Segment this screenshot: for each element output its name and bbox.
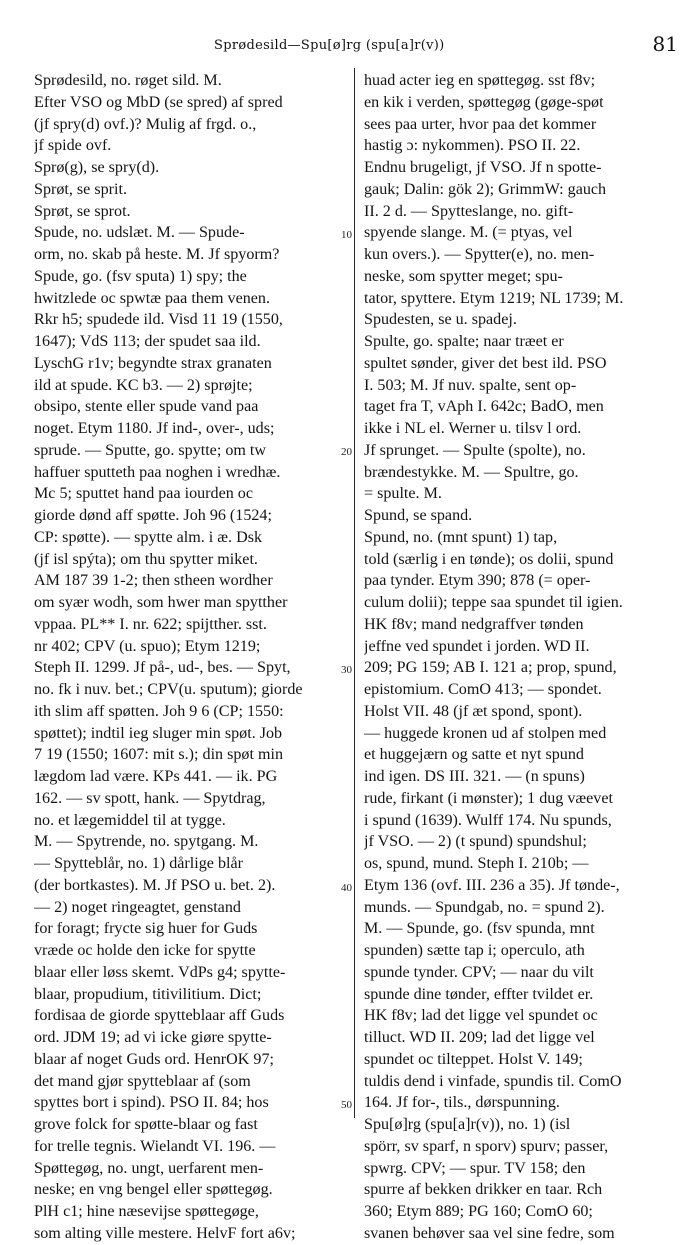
text-line: LyschG r1v; begyndte strax granaten (34, 354, 272, 372)
text-line: taget fra T, vAph I. 642c; BadO, men (364, 398, 604, 416)
text-line: noget. Etym 1180. Jf ind-, over-, uds; (34, 420, 275, 437)
text-line: 164. Jf for-, tils., dørspunning. (364, 1094, 560, 1112)
text-line: om syær wodh, som hwer man spytther (34, 594, 288, 611)
text-line: PlH c1; hine næsevijse spøttegøge, (34, 1203, 259, 1220)
text-line: en kik i verden, spøttegøg (gøge-spøt (364, 93, 604, 111)
text-line: et huggejærn og satte et nyt spund (364, 746, 584, 764)
text-line: tuldis dend i vinfade, spundis til. ComO (364, 1072, 622, 1090)
text-line: — huggede kronen ud af stolpen med (364, 724, 607, 742)
text-line: Spu[ø]rg (spu[a]r(v)), no. 1) (isl (364, 1116, 571, 1133)
text-line: Sprøt, se sprot. (34, 202, 131, 220)
right-column (364, 70, 674, 1245)
text-line: det mand gjør spytteblaar af (som (34, 1072, 251, 1090)
text-line: orm, no. skab på heste. M. Jf spyorm? (34, 246, 280, 263)
text-line: HK f8v; mand nedgraffver tønden (364, 615, 584, 633)
text-line: fordisaa de giorde spytteblaar aff Guds (34, 1007, 285, 1025)
text-line: Sprødesild, no. røget sild. M. (34, 72, 222, 89)
text-line: no. fk i nuv. bet.; CPV(u. sputum); giorde (34, 681, 303, 698)
text-line: M. — Spunde, go. (fsv spunda, mnt (364, 920, 595, 938)
text-line: ikke i NL el. Werner u. tilsv l ord. (364, 420, 582, 437)
text-line: blaar af noget Guds ord. HenrOK 97; (34, 1050, 274, 1068)
text-line: Efter VSO og MbD (se spred) af spred (34, 93, 283, 111)
text-line: (jf isl spýta); om thu spytter miket. (34, 550, 258, 568)
text-line: munds. — Spundgab, no. = spund 2). (364, 898, 605, 916)
text-line: for foragt; frycte sig huer for Guds (34, 920, 258, 938)
text-line: Spudesten, se u. spadej. (364, 311, 517, 329)
text-line: Spulte, go. spalte; naar træet er (364, 333, 564, 350)
text-line: Spund, se spand. (364, 507, 473, 524)
text-line: Jf sprunget. — Spulte (spolte), no. (364, 441, 586, 459)
line-number-20: 20 (341, 446, 352, 458)
text-line: Sprø(g), se spry(d). (34, 159, 160, 176)
text-line: Spude, go. (fsv sputa) 1) spy; the (34, 267, 247, 285)
text-line: II. 2 d. — Spytteslange, no. gift- (364, 202, 574, 220)
page-header (0, 0, 700, 60)
text-line: I. 503; M. Jf nuv. spalte, sent op- (364, 376, 577, 394)
text-line: Spøttegøg, no. ungt, uerfarent men- (34, 1159, 264, 1177)
text-line: 7 19 (1550; 1607: mit s.); din spøt min (34, 746, 284, 764)
running-head: Sprødesild—Spu[ø]rg (spu[a]r(v)) (214, 38, 445, 53)
text-line: jeffne ved spundet i jorden. WD II. (364, 637, 590, 655)
text-line: CP: spøtte). — spytte alm. i æ. Dsk (34, 528, 263, 546)
text-line: grove folck for spøtte-blaar og fast (34, 1116, 258, 1133)
text-line: 162. — sv spott, hank. — Spytdrag, (34, 789, 266, 807)
text-line: Etym 136 (ovf. III. 236 a 35). Jf tønde-, (364, 876, 620, 894)
text-line: haffuer sputteth paa noghen i wredhæ. (34, 463, 281, 481)
line-number-30: 30 (341, 664, 352, 676)
text-line: (jf spry(d) ovf.)? Mulig af frgd. o., (34, 115, 257, 133)
text-line: spyende slange. M. (= ptyas, vel (364, 224, 573, 242)
line-number-40: 40 (341, 882, 352, 894)
text-line: 1647); VdS 113; der spudet saa ild. (34, 333, 261, 350)
text-line: epistomium. ComO 413; — spondet. (364, 681, 602, 698)
text-line: jf VSO. — 2) (t spund) spundshul; (364, 833, 587, 851)
text-line: sprude. — Sputte, go. spytte; om tw (34, 441, 267, 459)
page-number: 81 (652, 32, 678, 56)
text-line: hastig ɔ: nykommen). PSO II. 22. (364, 137, 581, 155)
text-line: Endnu brugeligt, jf VSO. Jf n spotte- (364, 159, 602, 176)
text-line: 209; PG 159; AB I. 121 a; prop, spund, (364, 659, 617, 677)
text-line: spøttet); indtil ieg sluger min spøt. Job (34, 724, 283, 742)
text-line: no. et lægemiddel til at tygge. (34, 811, 226, 829)
text-line: Spund, no. (mnt spunt) 1) tap, (364, 528, 558, 546)
text-line: Holst VII. 48 (jf æt spond, spont). (364, 702, 583, 720)
text-line: — 2) noget ringeagtet, genstand (34, 898, 241, 916)
text-line: for trelle tegnis. Wielandt VI. 196. — (34, 1137, 276, 1155)
text-line: spundet oc tilteppet. Holst V. 149; (364, 1050, 583, 1068)
text-line: spurre af bekken drikker en taar. Rch (364, 1181, 603, 1199)
text-line: = spulte. M. (364, 485, 442, 503)
text-line: blaar eller løss skemt. VdPs g4; spytte- (34, 963, 286, 981)
text-line: tator, spyttere. Etym 1219; NL 1739; M. (364, 289, 624, 307)
text-line: i spund (1639). Wulff 174. Nu spunds, (364, 811, 612, 829)
text-line: neske; en vng bengel eller spøttegøg. (34, 1181, 273, 1199)
text-line: sees paa urter, hvor paa det kommer (364, 115, 597, 133)
text-line: ith slim aff spøtten. Joh 9 6 (CP; 1550: (34, 702, 284, 720)
text-line: 360; Etym 889; PG 160; ComO 60; (364, 1203, 593, 1220)
text-line: ind igen. DS III. 321. — (n spuns) (364, 768, 585, 785)
text-line: Sprøt, se sprit. (34, 180, 127, 198)
text-line: spultet sønder, giver det best ild. PSO (364, 354, 607, 372)
text-line: AM 187 39 1-2; then stheen wordher (34, 572, 273, 590)
text-line: neske, som spytter meget; spu- (364, 267, 563, 285)
text-line: obsipo, stente eller spude vand paa (34, 398, 259, 416)
line-number-50: 50 (341, 1099, 352, 1111)
text-line: lægdom lad være. KPs 441. — ik. PG (34, 768, 278, 785)
text-line: hwitzlede oc spwtæ paa them venen. (34, 289, 270, 307)
text-line: paa tynder. Etym 390; 878 (= oper- (364, 572, 591, 590)
text-line: gauk; Dalin: gök 2); GrimmW: gauch (364, 180, 607, 198)
text-line: — Spytteblår, no. 1) dårlige blår (34, 855, 243, 872)
text-line: Steph II. 1299. Jf på-, ud-, bes. — Spyt, (34, 659, 291, 677)
text-line: spörr, sv sparf, n sporv) spurv; passer, (364, 1137, 609, 1155)
column-divider (354, 68, 355, 1118)
text-line: spyttes bort i spind). PSO II. 84; hos (34, 1094, 269, 1112)
text-line: (der bortkastes). M. Jf PSO u. bet. 2). (34, 876, 276, 894)
text-line: os, spund, mund. Steph I. 210b; — (364, 855, 589, 872)
text-line: som alting ville mestere. HelvF fort a6v; (34, 1224, 296, 1242)
text-line: brændestykke. M. — Spultre, go. (364, 463, 579, 481)
text-line: giorde dønd aff spøtte. Joh 96 (1524; (34, 507, 272, 524)
text-line: vppaa. PL** I. nr. 622; spijtther. sst. (34, 615, 267, 633)
text-line: ild at spude. KC b3. — 2) sprøjte; (34, 376, 253, 394)
text-line: told (særlig i en tønde); os dolii, spund (364, 550, 614, 568)
text-line: jf spide ovf. (34, 137, 112, 155)
line-number-10: 10 (341, 229, 352, 241)
text-line: HK f8v; lad det ligge vel spundet oc (364, 1007, 598, 1025)
text-line: tilluct. WD II. 209; lad det ligge vel (364, 1029, 595, 1046)
text-line: rude, firkant (i mønster); 1 dug væevet (364, 789, 613, 807)
text-line: culum dolii); teppe saa spundet til igien. (364, 594, 623, 611)
text-line: blaar, propudium, titivilitium. Dict; (34, 985, 262, 1003)
left-column (34, 70, 346, 1245)
text-line: vræde oc holde den icke for spytte (34, 942, 256, 959)
text-line: spunden) sætte tap i; operculo, ath (364, 942, 585, 959)
text-line: ord. JDM 19; ad vi icke giøre spytte- (34, 1029, 272, 1046)
text-line: Rkr h5; spudede ild. Visd 11 19 (1550, (34, 311, 283, 329)
text-line: spunde tynder. CPV; — naar du vilt (364, 963, 594, 981)
text-line: svanen behøver saa vel sine fedre, som (364, 1224, 615, 1242)
text-line: nr 402; CPV (u. spuo); Etym 1219; (34, 637, 261, 655)
text-line: spunde dine tønder, effter tvildet er. (364, 985, 594, 1003)
text-line: Mc 5; sputtet hand paa iourden oc (34, 485, 253, 503)
text-line: kun overs.). — Spytter(e), no. men- (364, 246, 595, 263)
text-line: M. — Spytrende, no. spytgang. M. (34, 833, 259, 851)
text-line: spwrg. CPV; — spur. TV 158; den (364, 1159, 586, 1177)
text-line: huad acter ieg en spøttegøg. sst f8v; (364, 72, 596, 89)
text-line: Spude, no. udslæt. M. — Spude- (34, 224, 245, 242)
